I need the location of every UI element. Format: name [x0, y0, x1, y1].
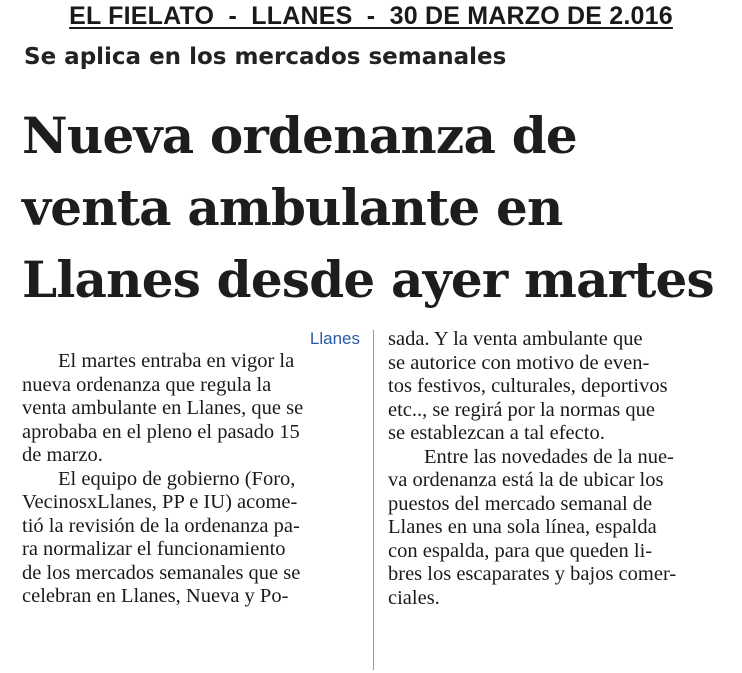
article-headline: [22, 100, 737, 316]
body-line: con espalda, para que queden li-: [388, 539, 653, 562]
body-line: ciales.: [388, 586, 440, 609]
newspaper-source-header: [0, 2, 742, 31]
body-line: nueva ordenanza que regula la: [22, 373, 272, 396]
body-line: venta ambulante en Llanes, que se: [22, 397, 304, 419]
body-line: Entre las novedades de la nue-: [424, 445, 674, 468]
article-byline: Llanes: [309, 329, 360, 348]
body-line: El martes entraba en vigor la: [58, 350, 295, 372]
body-line: El equipo de gobierno (Foro,: [58, 467, 296, 490]
body-line: VecinosxLlanes, PP e IU) acome-: [22, 491, 298, 513]
body-line: sada. Y la venta ambulante que: [388, 328, 643, 350]
body-line: celebran en Llanes, Nueva y Po-: [22, 585, 289, 607]
article-column-left: [22, 328, 362, 609]
body-line: de marzo.: [22, 444, 103, 466]
source-header-text: EL FIELATO - LLANES - 30 DE MARZO DE 2.016: [69, 2, 673, 30]
article-kicker: Se aplica en los mercados semanales: [24, 44, 507, 70]
body-line: se establezcan a tal efecto.: [388, 422, 605, 444]
body-line: de los mercados semanales que se: [22, 561, 301, 584]
body-line: bres los escaparates y bajos comer-: [388, 563, 677, 585]
headline-line: venta ambulante en: [22, 178, 563, 237]
body-line: ra normalizar el funcionamiento: [22, 538, 286, 560]
body-line: va ordenanza está la de ubicar los: [388, 469, 664, 491]
body-line: etc.., se regirá por la normas que: [388, 398, 655, 421]
column-divider: [373, 330, 374, 670]
headline-line: Nueva ordenanza de: [22, 106, 577, 165]
article-column-right: [388, 328, 726, 610]
body-line: Llanes en una sola línea, espalda: [388, 516, 657, 538]
headline-line: Llanes desde ayer martes: [22, 250, 714, 309]
body-line: aprobaba en el pleno el pasado 15: [22, 420, 300, 443]
body-line: tos festivos, culturales, deportivos: [388, 375, 668, 397]
body-line: se autorice con motivo de even-: [388, 351, 650, 374]
body-line: tió la revisión de la ordenanza pa-: [22, 514, 300, 537]
body-line: puestos del mercado semanal de: [388, 492, 653, 515]
